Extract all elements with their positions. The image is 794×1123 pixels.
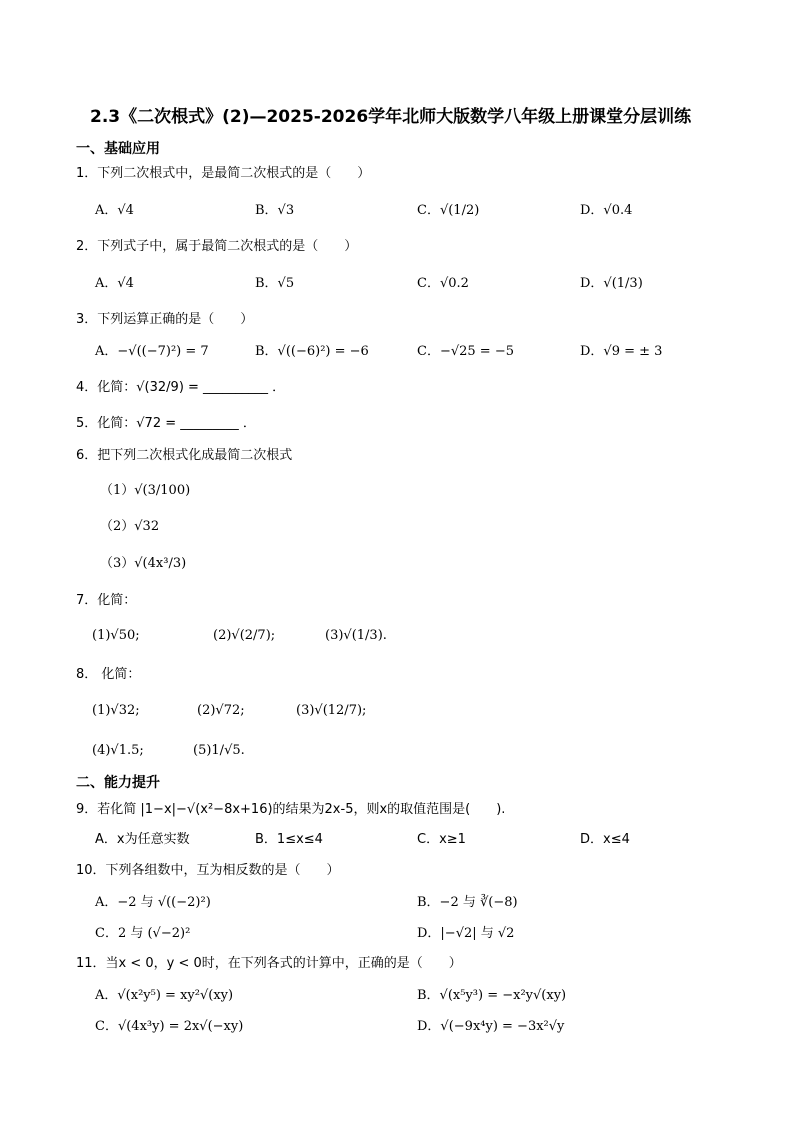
question-8-part-4: (4)√1.5; xyxy=(92,743,144,758)
question-2-option-c[interactable]: C．√0.2 xyxy=(417,276,469,291)
question-3-option-d[interactable]: D．√9 = ± 3 xyxy=(580,344,663,359)
question-9-option-b[interactable]: B．1≤x≤4 xyxy=(255,832,323,847)
section-heading-basic: 一、基础应用 xyxy=(76,141,160,157)
question-11-stem: 11．当x < 0，y < 0时，在下列各式的计算中，正确的是（ ） xyxy=(76,956,462,971)
question-2-option-d[interactable]: D．√(1/3) xyxy=(580,276,643,291)
page-title: 2.3《二次根式》(2)—2025-2026学年北师大版数学八年级上册课堂分层训练 xyxy=(90,107,692,127)
question-11-option-b[interactable]: B．√(x⁵y³) = −x²y√(xy) xyxy=(417,988,567,1003)
question-2-option-b[interactable]: B．√5 xyxy=(255,276,295,291)
question-7-part-2: (2)√(2/7); xyxy=(213,628,276,643)
question-1-stem: 1．下列二次根式中，是最简二次根式的是（ ） xyxy=(76,166,371,181)
question-6-part-2: （2）√32 xyxy=(100,519,160,534)
question-9-option-a[interactable]: A．x为任意实数 xyxy=(95,832,190,847)
question-6-stem: 6．把下列二次根式化成最简二次根式 xyxy=(76,448,293,463)
question-1-option-d[interactable]: D．√0.4 xyxy=(580,203,633,218)
question-4-stem: 4．化简：√(32/9) = __________ ． xyxy=(76,380,286,395)
question-8-part-3: (3)√(12/7); xyxy=(296,703,367,718)
question-10-option-d[interactable]: D．|−√2| 与 √2 xyxy=(417,926,515,941)
question-8-part-1: (1)√32; xyxy=(92,703,140,718)
question-9-option-c[interactable]: C．x≥1 xyxy=(417,832,466,847)
question-1-option-c[interactable]: C．√(1/2) xyxy=(417,203,480,218)
section-heading-advanced: 二、能力提升 xyxy=(76,775,160,791)
question-11-option-d[interactable]: D．√(−9x⁴y) = −3x²√y xyxy=(417,1019,565,1034)
question-1-option-a[interactable]: A．√4 xyxy=(95,203,134,218)
question-3-option-c[interactable]: C．−√25 = −5 xyxy=(417,344,514,359)
question-6-part-3: （3）√(4x³/3) xyxy=(100,556,187,571)
question-7-stem: 7．化简： xyxy=(76,593,137,608)
question-8-part-5: (5)1/√5. xyxy=(193,743,245,758)
question-2-stem: 2．下列式子中，属于最简二次根式的是（ ） xyxy=(76,239,358,254)
question-3-option-b[interactable]: B．√((−6)²) = −6 xyxy=(255,344,369,359)
question-2-option-a[interactable]: A．√4 xyxy=(95,276,134,291)
question-10-option-b[interactable]: B．−2 与 ∛(−8) xyxy=(417,895,518,910)
question-3-stem: 3．下列运算正确的是（ ） xyxy=(76,312,254,327)
question-7-part-1: (1)√50; xyxy=(92,628,140,643)
question-9-stem: 9．若化简 |1−x|−√(x²−8x+16)的结果为2x-5，则x的取值范围是( ). xyxy=(76,802,506,817)
question-10-option-c[interactable]: C．2 与 (√−2)² xyxy=(95,926,191,941)
question-10-stem: 10．下列各组数中，互为相反数的是（ ） xyxy=(76,863,340,878)
question-8-part-2: (2)√72; xyxy=(197,703,245,718)
question-7-part-3: (3)√(1/3). xyxy=(325,628,387,643)
question-3-option-a[interactable]: A．−√((−7)²) = 7 xyxy=(95,344,209,359)
question-5-stem: 5．化简：√72 = _________ ． xyxy=(76,416,256,431)
question-11-option-a[interactable]: A．√(x²y⁵) = xy²√(xy) xyxy=(95,988,234,1003)
question-8-stem: 8． 化简： xyxy=(76,667,141,682)
question-11-option-c[interactable]: C．√(4x³y) = 2x√(−xy) xyxy=(95,1019,244,1034)
question-9-option-d[interactable]: D．x≤4 xyxy=(580,832,630,847)
question-6-part-1: （1）√(3/100) xyxy=(100,483,191,498)
question-10-option-a[interactable]: A．−2 与 √((−2)²) xyxy=(95,895,211,910)
question-1-option-b[interactable]: B．√3 xyxy=(255,203,295,218)
